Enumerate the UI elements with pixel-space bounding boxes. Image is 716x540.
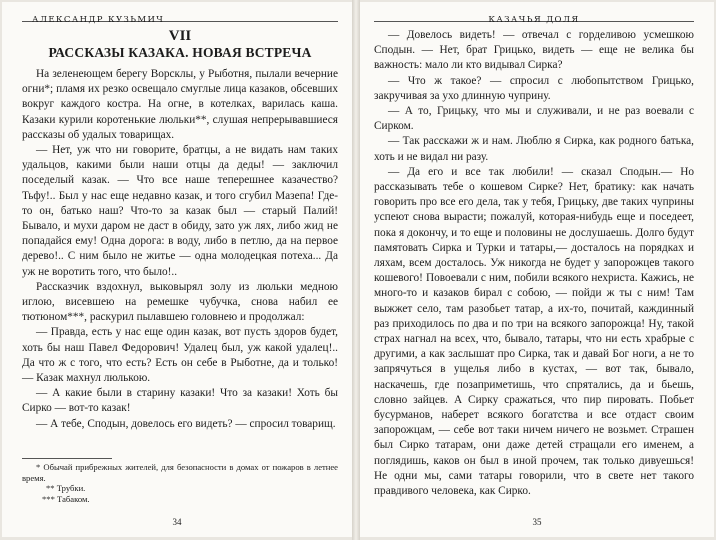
footnote: *** Табаком. [42, 493, 90, 504]
paragraph: — Нет, уж что ни говорите, братцы, а не видать нам таких удальцов, какими были наши отцы да деды! — заключил поседелый казак. — Что все наше теперешнее казачество? Тьфу!.. Был у нас еще недавно казак, и того сгубил Мазепа! Где-то он, батько наш? Что-то за казак был — старый Палий! Бывало, и мухи даром не даст в обиду, зато уж лях, либо жид не попадайся ему! Одна дорога: в воду, либо в петлю, да на первое дерево!.. С ним было не житье — одна молодецкая потеха... Да уж не воротить того, что было!.. [22, 144, 338, 278]
paragraph: — Да его и все так любили! — сказал Сподын.— Но рассказывать тебе о кошевом Сирке? Нет, братику: как начать говорить про все его дела, так у тебя, Грицьку, две таких чуприны успеют снова вырасти; пожалуй, которая-нибудь еще и поседеет, пока я докончу, и то еще и половины не дослушаешь. Долго будут памятовать Сирка и Турки и татары,— досталось на порядках и ляхам, всем досталось. Уж никогда не будет у запорожцев такого кошевого! Повоевали с ним, побили всякого нехриста. Кажись, не много-то и казаков бирал с собою, — пойди ж ты с ним! Там выжжет село, там разобьет татар, а их-то, почитай, каждинный раз приходилось по два и по три на всякого запорожца! Ну, такой страх нагнал на всех, что, бывало, татары, что ни есть храбрые с другими, а как заслышат про Сирка, так и давай Бог ноги, а не то запрячуться в ущелья либо в кустах, — вот так, бывало, наскачешь, где позаприметишь, что спрятались, да и бьешь, словно зайцев. А Сирку сражаться, что пир пировать. Побьет бусурманов, наберет всякого богатства и все отдаст своим запорожцам, — себе вот таки ничем ничего не возьмет. Страшен был Сирко татарам, они даже детей стращали его именем, а поглядишь, каков он был в иной прочем, так только дивуешься! Не одни мы, сами татары говорили, что в свете нет такого правдивого человека, как Сирко. [374, 165, 694, 498]
footnote: ** Трубки. [46, 483, 86, 493]
page-number-left: 34 [172, 517, 182, 527]
right-page [360, 2, 714, 537]
right-body-text [374, 28, 694, 499]
paragraph: — А тебе, Сподын, довелось его видеть? — спросил товарищ. [36, 417, 336, 430]
paragraph: Рассказчик вздохнул, выковырял золу из люльки медною иглою, висевшею на ремешке чубучка, снова набил ее тютюном***, раскурил пылавшею головнею и продолжал: [22, 280, 338, 324]
paragraph: На зеленеющем берегу Ворсклы, у Рыботня, пылали вечерние огни*; пламя их резко освещало смуглые лица казаков, обсевших вокруг каждого костра. На огне, в котелках, варилась каша. Казаки курили коротенькие люльки**, слушая непрерывавшиеся рассказы об удалых товарищах. [22, 68, 338, 141]
chapter-number: VII [168, 28, 192, 44]
footnote-divider [22, 458, 112, 459]
paragraph: — Довелось видеть! — отвечал с горделивою усмешкою Сподын. — Нет, брат Грицько, видеть — еще не велика бы важность: мало ли кто видывал Сирка? [374, 29, 694, 72]
paragraph: — Так расскажи ж и нам. Люблю я Сирка, как родного батька, хоть и не видал ни разу. [374, 135, 694, 163]
running-head-author: АЛЕКСАНДР КУЗЬМИЧ [22, 2, 338, 22]
chapter-title: РАССКАЗЫ КАЗАКА. НОВАЯ ВСТРЕЧА [48, 45, 312, 60]
footnotes [22, 458, 338, 504]
left-page [2, 2, 352, 537]
paragraph: — А какие были в старину казаки! Что за казаки! Хоть бы Сирко — вот-то казак! [22, 387, 338, 415]
book-gutter [352, 0, 360, 540]
left-body-text [22, 67, 338, 432]
footnote: * Обычай прибрежных жителей, для безопасности в домах от пожаров в летнее время. [22, 462, 338, 483]
paragraph: — Что ж такое? — спросил с любопытством Грицько, закручивая за ухо длинную чуприну. [374, 74, 694, 102]
running-head-title: КАЗАЧЬЯ ДОЛЯ [374, 2, 694, 22]
paragraph: — Правда, есть у нас еще один казак, вот пусть здоров будет, хоть бы наш Павел Федорович! Удалец был, уж какой удалец!.. Да что ж с того, что есть? Есть он себе в Рыботне, да и только! — Казак махнул люлькою. [22, 326, 338, 385]
paragraph: — А то, Грицьку, что мы и служивали, и не раз воевали с Сирком. [374, 105, 694, 133]
page-number-right: 35 [532, 517, 542, 527]
